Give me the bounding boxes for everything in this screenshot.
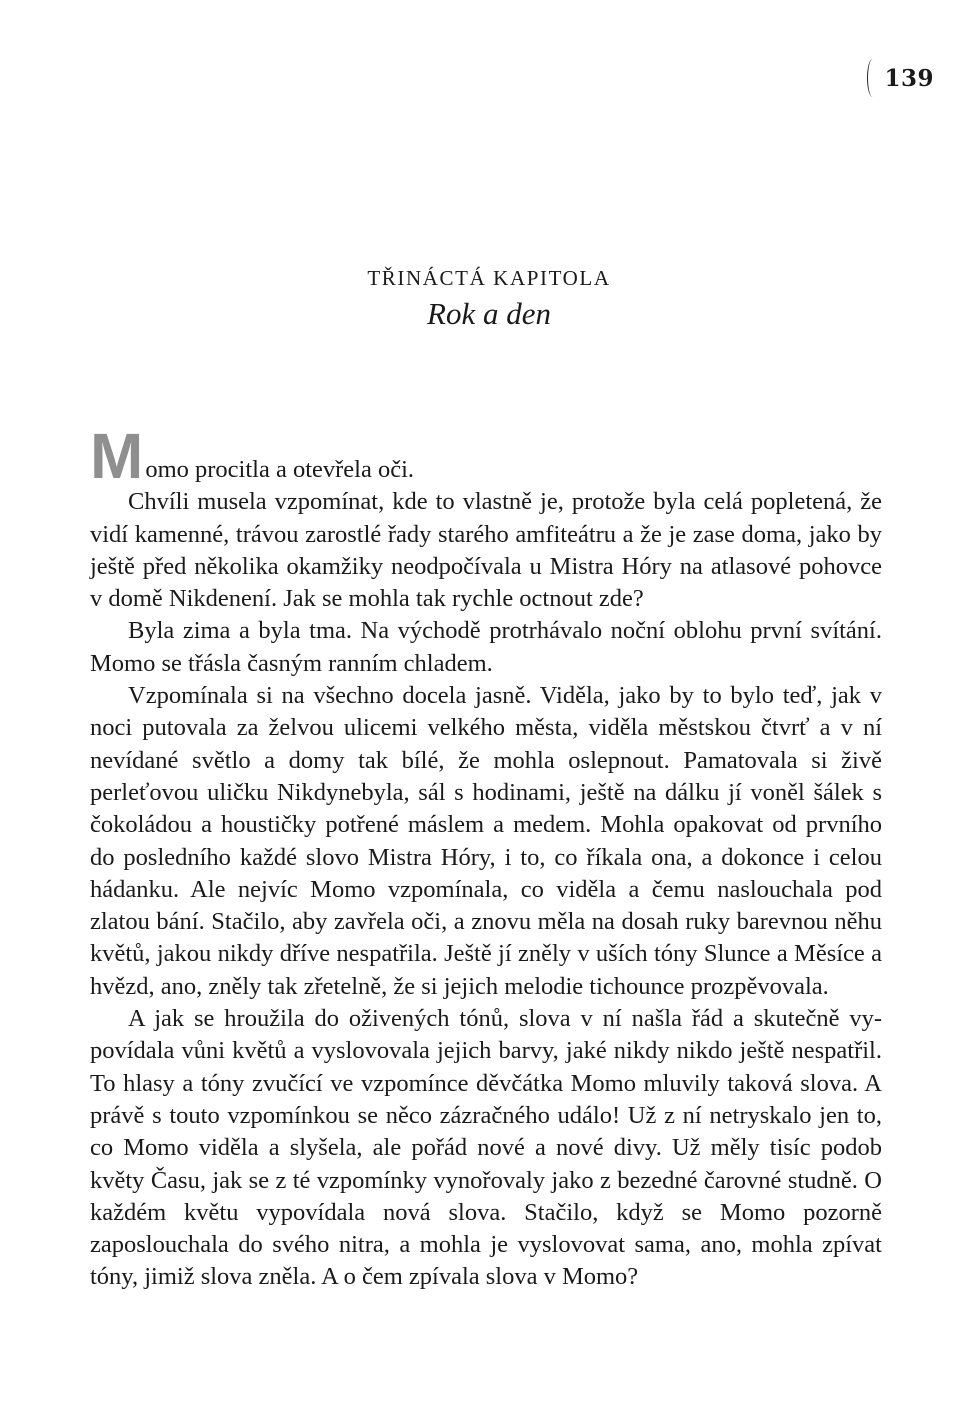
page-number: 139	[884, 64, 934, 92]
page-bracket-ornament	[867, 59, 878, 97]
page-number-block	[867, 58, 934, 98]
paragraph-1	[90, 420, 882, 492]
paragraph-4: Vzpomínala si na všechno docela jasně. Viděla, jako by to bylo teď, jak v noci putovala za želvou ulicemi velkého města, viděla městskou čtvrť a v ní nevídané světlo a domy tak bílé, že mohla oslepnout. Pamatovala si živě perleťovou uličku Nikdynebyla, sál s hodinami, ještě na dálku jí voněl šálek s čokoládou a houstičky potřené máslem a medem. Mohla opakovat od prvního do posledního každé slovo Mistra Hóry, i to, co říkala ona, a dokonce i celou hádanku. Ale nejvíc Momo vzpomínala, co viděla a čemu naslouchala pod zlatou bání. Stačilo, aby zavřela oči, a znovu měla na dosah ruky barevnou něhu květů, jakou nikdy dříve nespatřila. Ještě jí zněly v uších tóny Slunce a Měsíce a hvězd, ano, zněly tak zřetelně, že si jejich melodie tichounce prozpěvovala.	[90, 682, 882, 1000]
chapter-title: Rok a den	[427, 296, 551, 331]
paragraph-5: A jak se hroužila do oživených tónů, slova v ní našla řád a skutečně vypovídala vůni květů a vyslovovala jejich barvy, jaké nikdy nikdo ještě nespatřil. To hlasy a tóny zvučící ve vzpomínce děvčátka Momo mluvily taková slova. A právě s touto vzpomínkou se něco zázračného událo! Už z ní netryskalo jen to, co Momo viděla a slyšela, ale pořád nové a nové divy. Už měly tisíc podob květy Času, jak se z té vzpomínky vynořovaly jako z bezedné čarovné studně. O každém květu vypovídala nová slova. Stačilo, když se Momo pozorně zaposlouchala do svého nitra, a mohla je vyslovovat sama, ano, mohla zpívat tóny, jimiž slova zněla. A o čem zpívala slova v Momo?	[90, 1005, 882, 1291]
paragraph-2: Chvíli musela vzpomínat, kde to vlastně je, protože byla celá popletená, že vidí kamenné, trávou zarostlé řady starého amfiteátru a že je zase doma, jako by ještě před několika okamžiky neodpočívala u Mistra Hóry na atlasové pohovce v domě Nikdenení. Jak se mohla tak rychle octnout zde?	[90, 488, 882, 613]
paragraph-1-text: omo procitla a otevřela oči.	[145, 456, 415, 483]
chapter-label: TŘINÁCTÁ KAPITOLA	[367, 266, 611, 290]
paragraph-3: Byla zima a byla tma. Na východě protrhávalo noční oblohu první svítání. Momo se třásla časným ranním chladem.	[90, 617, 882, 677]
drop-cap: M	[90, 420, 144, 492]
body-text	[90, 420, 882, 1294]
